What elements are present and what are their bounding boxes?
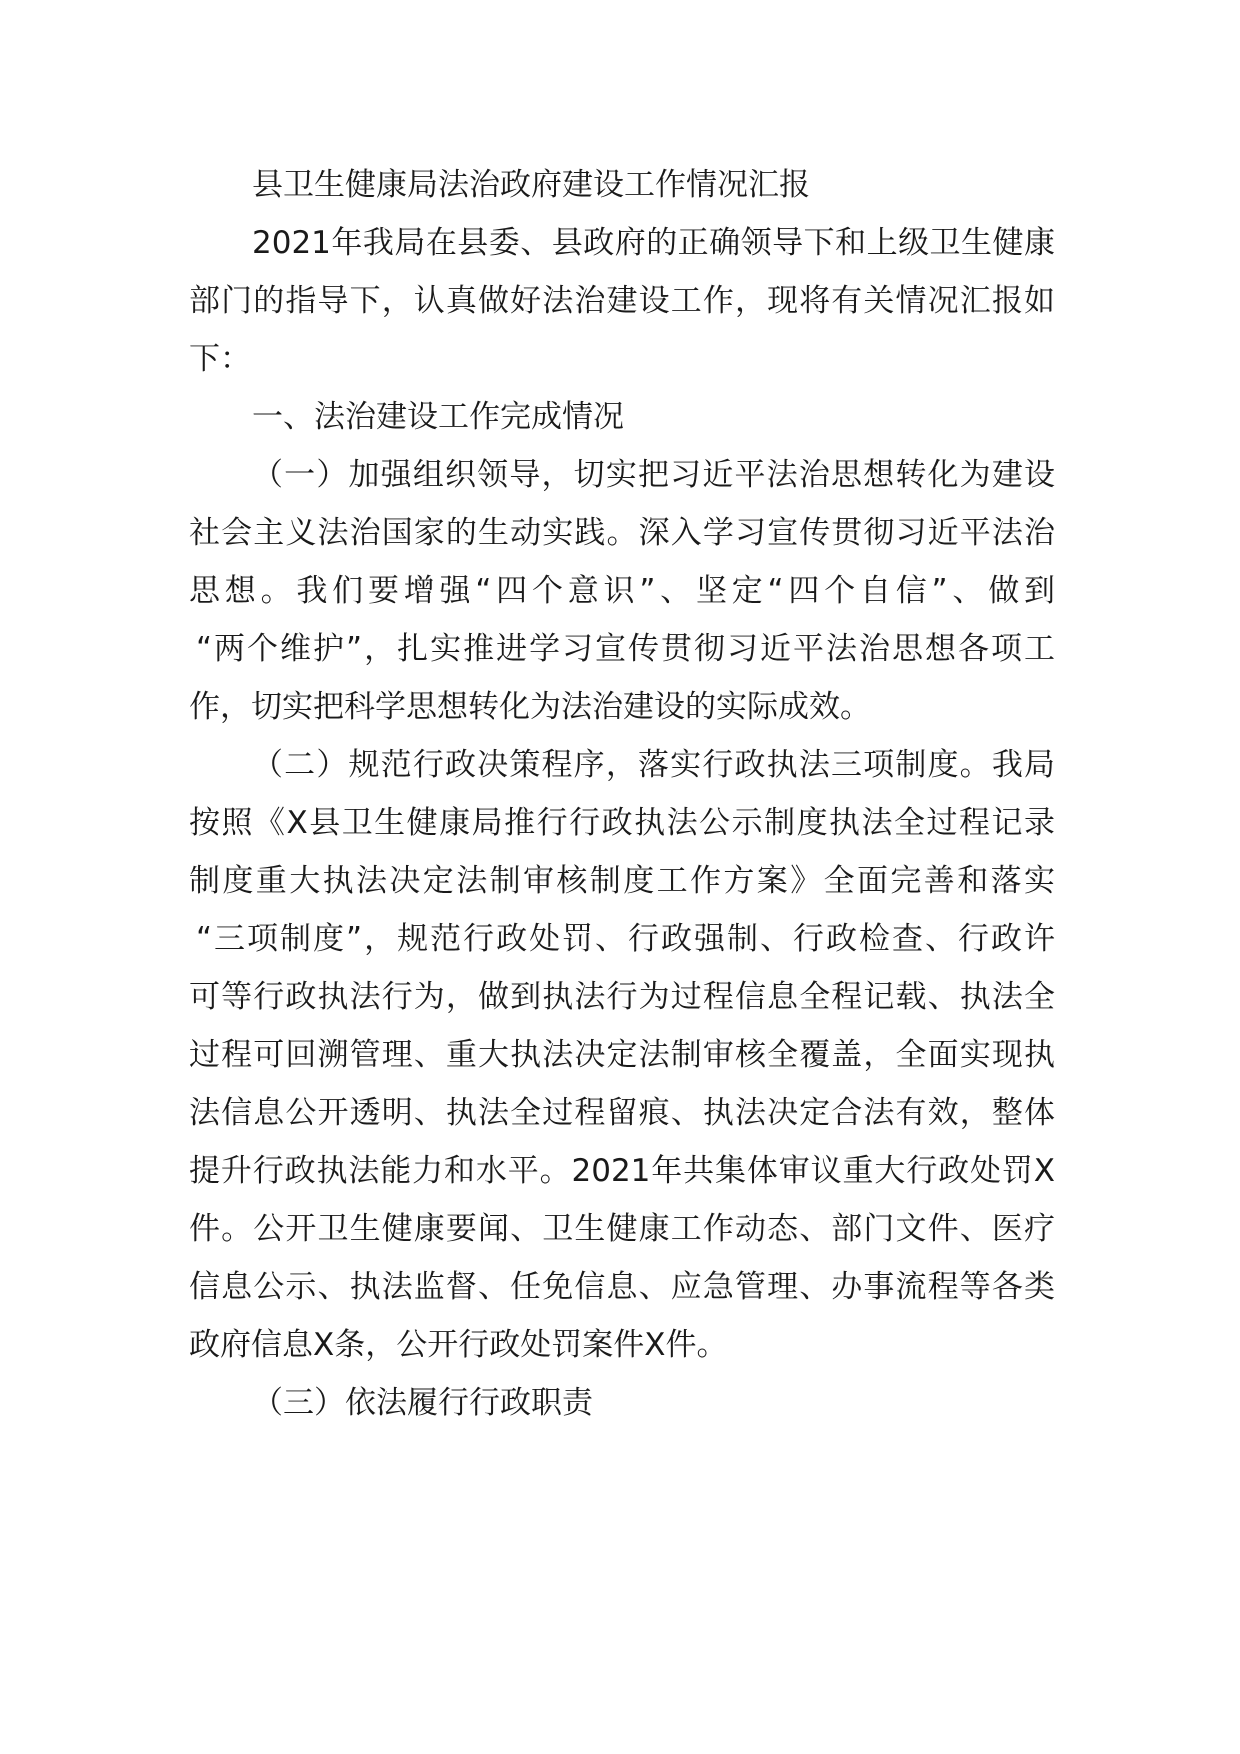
document-title: 县卫生健康局法治政府建设工作情况汇报	[252, 167, 810, 203]
paragraph-line: 可等行政执法行为，做到执法行为过程信息全程记载、执法全	[189, 979, 1055, 1015]
paragraph-line: 2021年我局在县委、县政府的正确领导下和上级卫生健康	[252, 225, 1055, 261]
paragraph-line: 部门的指导下，认真做好法治建设工作，现将有关情况汇报如	[189, 283, 1055, 319]
paragraph-line: 作，切实把科学思想转化为法治建设的实际成效。	[189, 689, 871, 725]
section-heading: （三）依法履行行政职责	[252, 1385, 593, 1421]
paragraph-line: 下：	[189, 341, 251, 377]
paragraph-line: （一）加强组织领导，切实把习近平法治思想转化为建设	[252, 457, 1055, 493]
paragraph-line: 社会主义法治国家的生动实践。深入学习宣传贯彻习近平法治	[189, 515, 1055, 551]
paragraph-line: 制度重大执法决定法制审核制度工作方案》全面完善和落实	[189, 863, 1055, 899]
paragraph-line: 提升行政执法能力和水平。2021年共集体审议重大行政处罚X	[189, 1153, 1055, 1189]
paragraph-line: 信息公示、执法监督、任免信息、应急管理、办事流程等各类	[189, 1269, 1055, 1305]
paragraph-line: 件。公开卫生健康要闻、卫生健康工作动态、部门文件、医疗	[189, 1211, 1055, 1247]
paragraph-line: 过程可回溯管理、重大执法决定法制审核全覆盖，全面实现执	[189, 1037, 1055, 1073]
paragraph-line: 法信息公开透明、执法全过程留痕、执法决定合法有效，整体	[189, 1095, 1055, 1131]
section-heading: 一、法治建设工作完成情况	[252, 399, 624, 435]
paragraph-line: 按照《X县卫生健康局推行行政执法公示制度执法全过程记录	[189, 805, 1055, 841]
paragraph-line: 思想。我们要增强“四个意识”、坚定“四个自信”、做到	[189, 573, 1055, 609]
paragraph-line: “两个维护”，扎实推进学习宣传贯彻习近平法治思想各项工	[196, 631, 1055, 667]
paragraph-line: 政府信息X条，公开行政处罚案件X件。	[189, 1327, 728, 1363]
paragraph-line: （二）规范行政决策程序，落实行政执法三项制度。我局	[252, 747, 1055, 783]
paragraph-line: “三项制度”，规范行政处罚、行政强制、行政检查、行政许	[196, 921, 1055, 957]
